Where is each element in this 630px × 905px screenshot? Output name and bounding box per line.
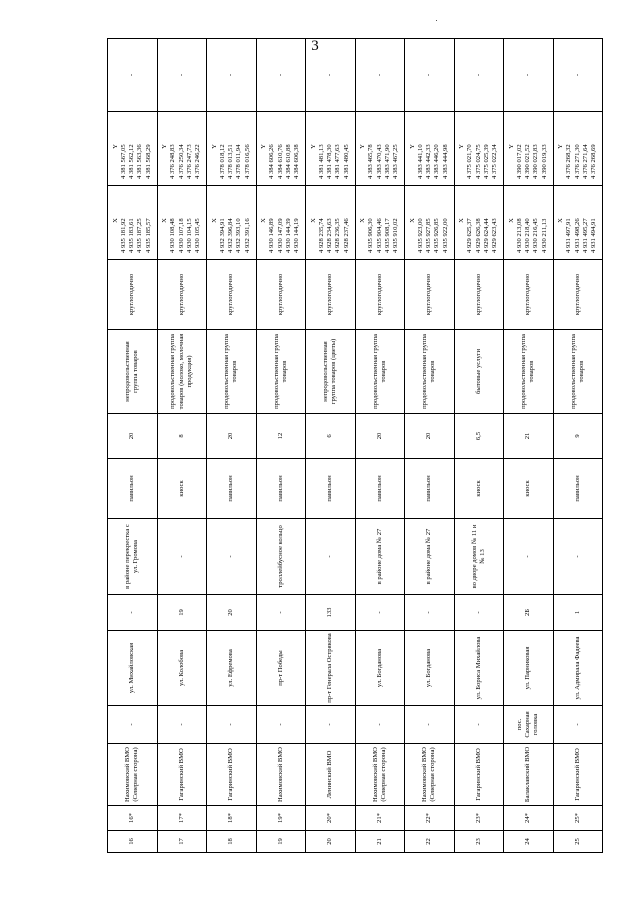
coord-y-cell [405,112,455,186]
specialization-cell: продовольственная группа товаров [405,330,455,414]
specialization-cell: продовольственная группа товаров [256,330,306,414]
coord-x-line: X [458,218,466,223]
object-type-cell: павильон [553,459,603,519]
coord-y-line: 4 384 606,38 [293,144,301,179]
table-row [355,39,405,853]
coord-x-line: 4 935 185,57 [144,218,152,253]
scheme-number-cell: 17* [157,806,207,831]
coord-y-line: 4 376 250,34 [177,144,185,179]
coord-x-line: 4 930 147,09 [276,218,284,253]
locality-cell: - [553,706,603,744]
locality-cell: - [157,706,207,744]
district-cell: Гагаринский ВМО [553,744,603,806]
coord-y-line: 4 384 610,88 [284,144,292,179]
coord-y-line: 4 381 481,13 [317,144,325,179]
coord-x-cell [405,186,455,260]
coord-x-line: 4 930 216,45 [532,218,540,253]
district-cell: Гагаринский ВМО [157,744,207,806]
coord-y-line: Y [507,144,515,149]
specialization-cell: продовольственная группа товаров (молоко, молочная продукция) [157,330,207,414]
locality-cell: - [256,706,306,744]
area-cell: 8 [157,414,207,459]
house-number-cell: 133 [306,595,356,631]
coord-x-cell [207,186,257,260]
coord-y-line: 4 381 478,30 [326,144,334,179]
coord-x-cell [306,186,356,260]
street-cell: ул. Богданова [405,631,455,706]
coord-y-line: 4 376 271,64 [581,144,589,179]
coord-y-line: Y [260,144,268,149]
house-number-cell: - [108,595,158,631]
coord-x-line: 4 935 922,00 [441,218,449,253]
coord-x-line: 4 935 926,85 [433,218,441,253]
scheme-number-cell: 19* [256,806,306,831]
area-cell: 6,5 [454,414,504,459]
coord-y-line: 4 376 268,32 [565,144,573,179]
coord-x-line: X [161,218,169,223]
landmark-cell: в районе перекрестка с ул. Громова [108,519,158,595]
street-cell: ул. Бориса Михайлова [454,631,504,706]
coord-x-line: 4 930 107,18 [177,218,185,253]
coord-y-line: 4 381 562,12 [128,144,136,179]
period-cell: круглогодично [157,260,207,330]
row-number-cell: 19 [256,831,306,853]
coord-y-line: 4 383 465,78 [367,144,375,179]
coord-y-cell [256,112,306,186]
coord-x-line: X [309,218,317,223]
coord-y-cell [157,112,207,186]
note-cell: - [256,39,306,112]
coord-x-line: 4 930 218,40 [524,218,532,253]
street-cell: ул. Ефремова [207,631,257,706]
page-number: 3 [311,38,319,54]
table-row [405,39,455,853]
area-cell: 20 [108,414,158,459]
landmark-cell: - [553,519,603,595]
coord-y-line: 4 390 021,52 [524,144,532,179]
area-cell: 20 [405,414,455,459]
coord-y-line: 4 376 248,83 [169,144,177,179]
row-number-cell: 25 [553,831,603,853]
period-cell: круглогодично [454,260,504,330]
landmark-cell: троллейбусное кольцо [256,519,306,595]
district-cell: Балаклавский ВМО [504,744,554,806]
coord-x-line: 4 930 104,15 [185,218,193,253]
locality-cell: - [306,706,356,744]
coord-y-line: 4 375 021,70 [466,144,474,179]
row-number-cell: 21 [355,831,405,853]
object-type-cell: киоск [504,459,554,519]
coord-y-line: 4 384 610,76 [276,144,284,179]
coord-x-line: X [557,218,565,223]
coord-y-line: 4 390 017,02 [515,144,523,179]
scheme-number-cell: 25* [553,806,603,831]
coord-x-cell [454,186,504,260]
district-cell: Нахимовский ВМО [256,744,306,806]
table-row [108,39,158,853]
scheme-number-cell: 18* [207,806,257,831]
house-number-cell: - [256,595,306,631]
street-cell: ул. Богданова [355,631,405,706]
house-number-cell: - [454,595,504,631]
coord-y-line: Y [161,144,169,149]
coord-x-line: 4 931 498,26 [573,218,581,253]
period-cell: круглогодично [504,260,554,330]
street-cell: ул. Парниковая [504,631,554,706]
coord-x-line: X [260,218,268,223]
coord-x-line: X [210,218,218,223]
rotated-table-wrapper [107,63,603,853]
house-number-cell: - [355,595,405,631]
coord-x-line: 4 932 393,10 [235,218,243,253]
note-cell: - [504,39,554,112]
coord-y-line: 4 381 567,05 [119,144,127,179]
area-cell: 9 [553,414,603,459]
coord-x-line: 4 929 624,44 [482,218,490,253]
table-row [256,39,306,853]
coord-y-cell [553,112,603,186]
object-type-cell: павильон [355,459,405,519]
coord-y-line: 4 375 025,39 [482,144,490,179]
area-cell: 21 [504,414,554,459]
specialization-cell: непродовольственная группа товаров [108,330,158,414]
locality-cell: - [108,706,158,744]
coord-y-line: 4 376 246,22 [194,144,202,179]
coord-y-line: 4 381 477,63 [334,144,342,179]
coord-x-line: 4 932 391,16 [243,218,251,253]
period-cell: круглогодично [553,260,603,330]
coord-x-line: 4 928 234,63 [326,218,334,253]
house-number-cell: 19 [157,595,207,631]
coord-x-cell [157,186,207,260]
scheme-number-cell: 24* [504,806,554,831]
coord-x-cell [355,186,405,260]
table-row [553,39,603,853]
area-cell: 20 [355,414,405,459]
period-cell: круглогодично [405,260,455,330]
kiosk-placement-table [107,38,603,853]
note-cell: - [108,39,158,112]
coord-y-line: Y [359,144,367,149]
row-number-cell: 18 [207,831,257,853]
note-cell: - [553,39,603,112]
scheme-number-cell: 16* [108,806,158,831]
coord-y-cell [454,112,504,186]
speck [436,20,437,21]
specialization-cell: продовольственная группа товаров [553,330,603,414]
coord-y-line: 4 376 268,69 [590,144,598,179]
coord-x-line: 4 929 626,38 [474,218,482,253]
period-cell: круглогодично [306,260,356,330]
house-number-cell: 2Б [504,595,554,631]
street-cell: ул. Михайловская [108,631,158,706]
coord-x-line: X [111,218,119,223]
table-row [504,39,554,853]
scheme-number-cell: 22* [405,806,455,831]
specialization-cell: продовольственная группа товаров [355,330,405,414]
coord-x-cell [504,186,554,260]
row-number-cell: 16 [108,831,158,853]
landmark-cell: - [504,519,554,595]
coord-y-line: 4 378 013,51 [227,144,235,179]
coord-x-line: 4 932 396,84 [227,218,235,253]
coord-x-line: 4 930 144,39 [284,218,292,253]
landmark-cell: в районе дома № 27 [405,519,455,595]
scheme-number-cell: 21* [355,806,405,831]
coord-x-line: 4 930 211,13 [540,218,548,253]
object-type-cell: павильон [207,459,257,519]
coord-y-line: 4 381 568,29 [144,144,152,179]
row-number-cell: 24 [504,831,554,853]
note-cell: - [157,39,207,112]
coord-x-cell [256,186,306,260]
coord-y-cell [504,112,554,186]
coord-y-line: 4 390 023,83 [532,144,540,179]
coord-x-line: X [359,218,367,223]
coord-y-line: 4 383 467,25 [392,144,400,179]
object-type-cell: киоск [454,459,504,519]
coord-x-line: 4 932 394,91 [218,218,226,253]
object-type-cell: павильон [405,459,455,519]
coord-x-line: 4 935 910,02 [392,218,400,253]
coord-y-line: 4 383 442,33 [425,144,433,179]
landmark-cell: - [306,519,356,595]
landmark-cell: в районе дома № 27 [355,519,405,595]
coord-x-line: 4 930 146,89 [268,218,276,253]
specialization-cell: продовольственная группа товаров [504,330,554,414]
coord-x-line: 4 929 625,37 [466,218,474,253]
coord-y-line: 4 378 018,12 [218,144,226,179]
coord-y-line: Y [557,144,565,149]
period-cell: круглогодично [355,260,405,330]
coord-y-line: 4 383 444,98 [441,144,449,179]
locality-cell: - [355,706,405,744]
coord-y-cell [355,112,405,186]
coord-y-line: 4 383 441,10 [416,144,424,179]
coord-y-line: Y [458,144,466,149]
note-cell: - [405,39,455,112]
landmark-cell: - [207,519,257,595]
coord-x-line: 4 935 927,85 [425,218,433,253]
coord-y-cell [306,112,356,186]
coord-x-line: 4 931 495,27 [581,218,589,253]
locality-cell: - [454,706,504,744]
table-row [306,39,356,853]
coord-y-line: 4 375 024,75 [474,144,482,179]
coord-x-line: 4 935 904,46 [375,218,383,253]
area-cell: 6 [306,414,356,459]
coord-y-line: 4 375 022,34 [491,144,499,179]
landmark-cell: - [157,519,207,595]
coord-x-line: 4 928 236,35 [334,218,342,253]
street-cell: ул. Колобова [157,631,207,706]
coord-y-line: 4 383 470,43 [375,144,383,179]
coord-x-line: X [408,218,416,223]
coord-y-cell [207,112,257,186]
coord-x-line: 4 935 908,17 [383,218,391,253]
coord-y-line: 4 390 019,33 [540,144,548,179]
coord-y-line: 4 383 446,20 [433,144,441,179]
landmark-cell: во дворе домов № 11 и № 13 [454,519,504,595]
scheme-number-cell: 23* [454,806,504,831]
period-cell: круглогодично [108,260,158,330]
house-number-cell: 20 [207,595,257,631]
coord-y-cell [108,112,158,186]
row-number-cell: 22 [405,831,455,853]
coord-y-line: 4 383 471,90 [383,144,391,179]
coord-y-line: 4 376 271,30 [573,144,581,179]
coord-y-line: Y [111,144,119,149]
street-cell: пр-т Генерала Острякова [306,631,356,706]
object-type-cell: павильон [256,459,306,519]
table-row [157,39,207,853]
coord-y-line: Y [408,144,416,149]
coord-x-line: 4 931 494,91 [590,218,598,253]
area-cell: 20 [207,414,257,459]
coord-x-line: 4 935 183,61 [128,218,136,253]
coord-y-line: 4 381 563,36 [136,144,144,179]
coord-x-cell [553,186,603,260]
district-cell: Нахимовский ВМО (Северная сторона) [355,744,405,806]
scheme-number-cell: 20* [306,806,356,831]
period-cell: круглогодично [207,260,257,330]
specialization-cell: продовольственная группа товаров [207,330,257,414]
row-number-cell: 17 [157,831,207,853]
coord-x-line: 4 930 108,48 [169,218,177,253]
coord-x-line: 4 930 213,08 [515,218,523,253]
period-cell: круглогодично [256,260,306,330]
coord-x-line: 4 935 906,30 [367,218,375,253]
locality-cell: - [207,706,257,744]
coord-x-line: 4 930 144,19 [293,218,301,253]
coord-y-line: Y [210,144,218,149]
table-row [207,39,257,853]
object-type-cell: павильон [306,459,356,519]
object-type-cell: павильон [108,459,158,519]
coord-x-line: X [507,218,515,223]
district-cell: Ленинский ВМО [306,744,356,806]
district-cell: Гагаринский ВМО [207,744,257,806]
coord-y-line: Y [309,144,317,149]
specialization-cell: бытовые услуги [454,330,504,414]
coord-y-line: 4 376 247,73 [185,144,193,179]
table-row [454,39,504,853]
coord-x-line: 4 929 623,43 [491,218,499,253]
note-cell: - [306,39,356,112]
row-number-cell: 20 [306,831,356,853]
coord-y-line: 4 378 011,94 [235,144,243,179]
street-cell: пр-т Победы [256,631,306,706]
district-cell: Нахимовский ВМО (Северная сторона) [108,744,158,806]
street-cell: ул. Адмирала Фадеева [553,631,603,706]
coord-x-line: 4 935 923,00 [416,218,424,253]
house-number-cell: - [405,595,455,631]
note-cell: - [207,39,257,112]
district-cell: Нахимовский ВМО (Северная сторона) [405,744,455,806]
locality-cell: - [405,706,455,744]
coord-y-line: 4 378 016,56 [243,144,251,179]
house-number-cell: 1 [553,595,603,631]
area-cell: 12 [256,414,306,459]
coord-x-line: 4 930 105,45 [194,218,202,253]
note-cell: - [454,39,504,112]
note-cell: - [355,39,405,112]
coord-y-line: 4 384 606,26 [268,144,276,179]
object-type-cell: киоск [157,459,207,519]
locality-cell: пос. Сахарная головка [504,706,554,744]
coord-x-line: 4 928 237,46 [342,218,350,253]
coord-x-line: 4 935 187,25 [136,218,144,253]
coord-x-line: 4 935 181,92 [119,218,127,253]
district-cell: Гагаринский ВМО [454,744,504,806]
specialization-cell: непродовольственная группа товаров (цветы) [306,330,356,414]
row-number-cell: 23 [454,831,504,853]
coord-x-line: 4 931 497,91 [565,218,573,253]
coord-x-cell [108,186,158,260]
coord-x-line: 4 928 235,74 [317,218,325,253]
coord-y-line: 4 381 480,45 [342,144,350,179]
